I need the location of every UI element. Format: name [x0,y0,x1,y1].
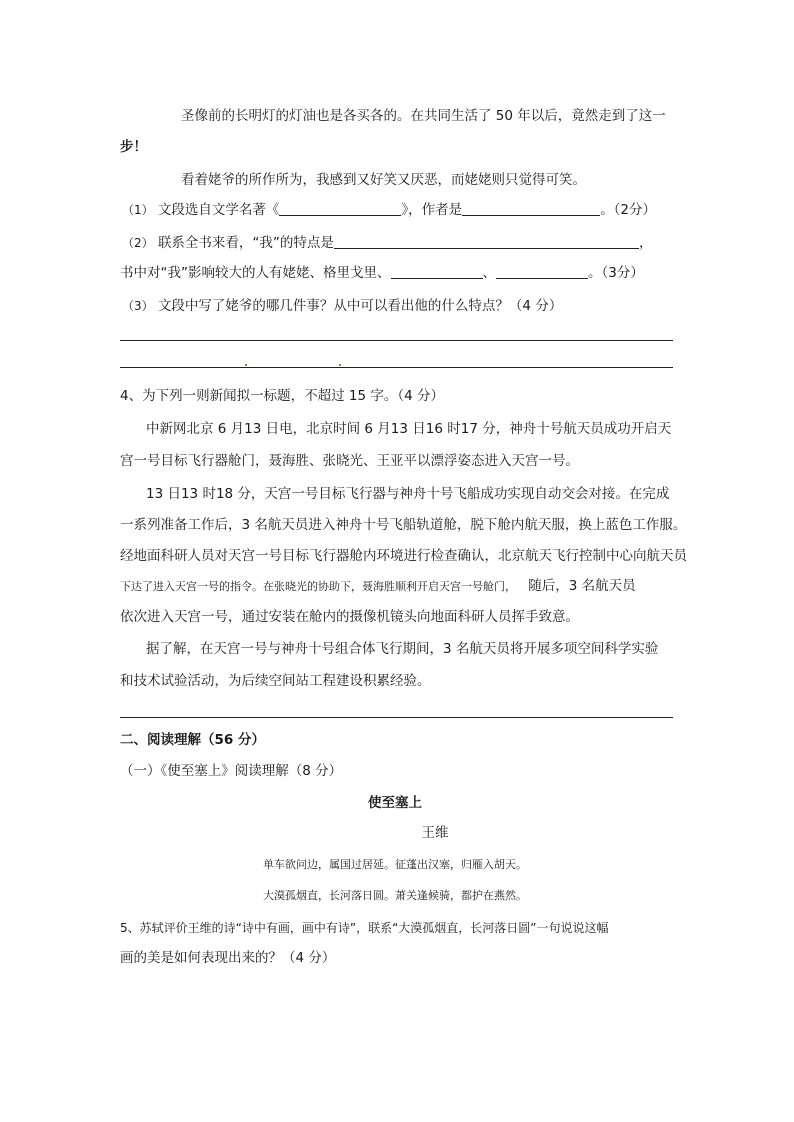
scan-speck [245,364,247,366]
news-paragraph-2-line-2: 一系列准备工作后，3 名航天员进入神舟十号飞船轨道舱，脱下舱内航天服，换上蓝色工作服。 [120,517,687,533]
question-3-number: （3） [122,299,154,313]
news-paragraph-1-line-2: 宫一号目标飞行器舱门，聂海胜、张晓光、王亚平以漂浮姿态进入天宫一号。 [120,453,579,469]
question-2-line-2-a: 书中对“我”影响较大的人有姥姥、格里戈里、 [120,265,391,281]
question-1-text-c: 。（2分） [600,202,657,218]
question-2-line-2-c: 。（3分） [588,265,644,281]
poem-line-1: 单车欲问边，属国过居延。征蓬出汉塞，归雁入胡天。 [263,858,527,871]
influencer-blank-1[interactable] [391,264,483,279]
news-paragraph-2-line-4 [120,576,636,597]
news-line-4-rest: 随后，3 名航天员 [528,578,636,594]
passage-line-2: 步！ [120,139,147,155]
author-blank[interactable] [462,201,600,216]
news-paragraph-1-line-1: 中新网北京 6 月13 日电，北京时间 6 月13 日16 时17 分，神舟十号航天员成功开启天 [146,421,672,437]
book-title-blank[interactable] [279,201,401,216]
question-1 [122,200,656,220]
news-paragraph-2-line-1: 13 日13 时18 分，天宫一号目标飞行器与神舟十号飞船成功实现自动交会对接。在完成 [146,486,670,502]
question-1-text-a: 文段选自文学名著《 [157,202,280,218]
question-2-line-2 [120,263,644,283]
question-2 [122,233,652,253]
news-small-print: 下达了进入天宫一号的指令。在张晓光的协助下，聂海胜顺利开启天宫一号舱门， [120,580,516,593]
influencer-blank-2[interactable] [496,264,588,279]
character-trait-blank[interactable] [334,234,639,249]
section-2-subtitle: （一）《使至塞上》阅读理解（8 分） [120,763,343,779]
question-2-number: （2） [122,236,154,250]
question-3-text: 文段中写了姥爷的哪几件事？从中可以看出他的什么特点？（4 分） [157,298,563,314]
poem-title: 使至塞上 [368,795,422,811]
passage-line-3: 看着姥爷的所作所为，我感到又好笑又厌恶，而姥姥则只觉得可笑。 [181,172,586,188]
question-2-text-a: 联系全书来看，“我”的特点是 [157,235,334,251]
question-2-text-b: ， [638,235,653,251]
poem-line-2: 大漠孤烟直，长河落日圆。萧关逢候骑，都护在燕然。 [263,889,527,902]
poem-author: 王维 [421,825,449,841]
news-paragraph-2-line-3: 经地面科研人员对天宫一号目标飞行器舱内环境进行检查确认，北京航天飞行控制中心向航天员 [120,548,687,564]
news-paragraph-3-line-2: 和技术试验活动，为后续空间站工程建设积累经验。 [120,673,431,689]
passage-line-1: 圣像前的长明灯的灯油也是各买各的。在共同生活了 50 年以后，竟然走到了这一 [181,108,666,124]
question-3 [122,296,562,316]
news-paragraph-3-line-1: 据了解，在天宫一号与神舟十号组合体飞行期间，3 名航天员将开展多项空间科学实验 [146,641,659,657]
question-5-line-2: 画的美是如何表现出来的？（4 分） [120,950,336,966]
section-2-title: 二、阅读理解（56 分） [120,732,265,748]
answer-line-1[interactable] [120,340,673,341]
news-paragraph-2-line-5: 依次进入天宫一号，通过安装在舱内的摄像机镜头向地面科研人员挥手致意。 [120,609,579,625]
answer-line-2[interactable] [120,367,673,368]
question-1-text-b: 》，作者是 [401,202,463,218]
question-4-title: 4、为下列一则新闻拟一标题，不超过 15 字。（4 分） [120,388,444,404]
question-2-line-2-b: 、 [482,265,496,281]
headline-answer-line[interactable] [120,717,673,718]
question-1-number: （1） [122,203,154,217]
question-5-line-1: 5、苏轼评价王维的诗“诗中有画，画中有诗”，联系“大漠孤烟直，长河落日圆”一句说说这幅 [120,921,609,935]
scan-speck [339,364,341,366]
